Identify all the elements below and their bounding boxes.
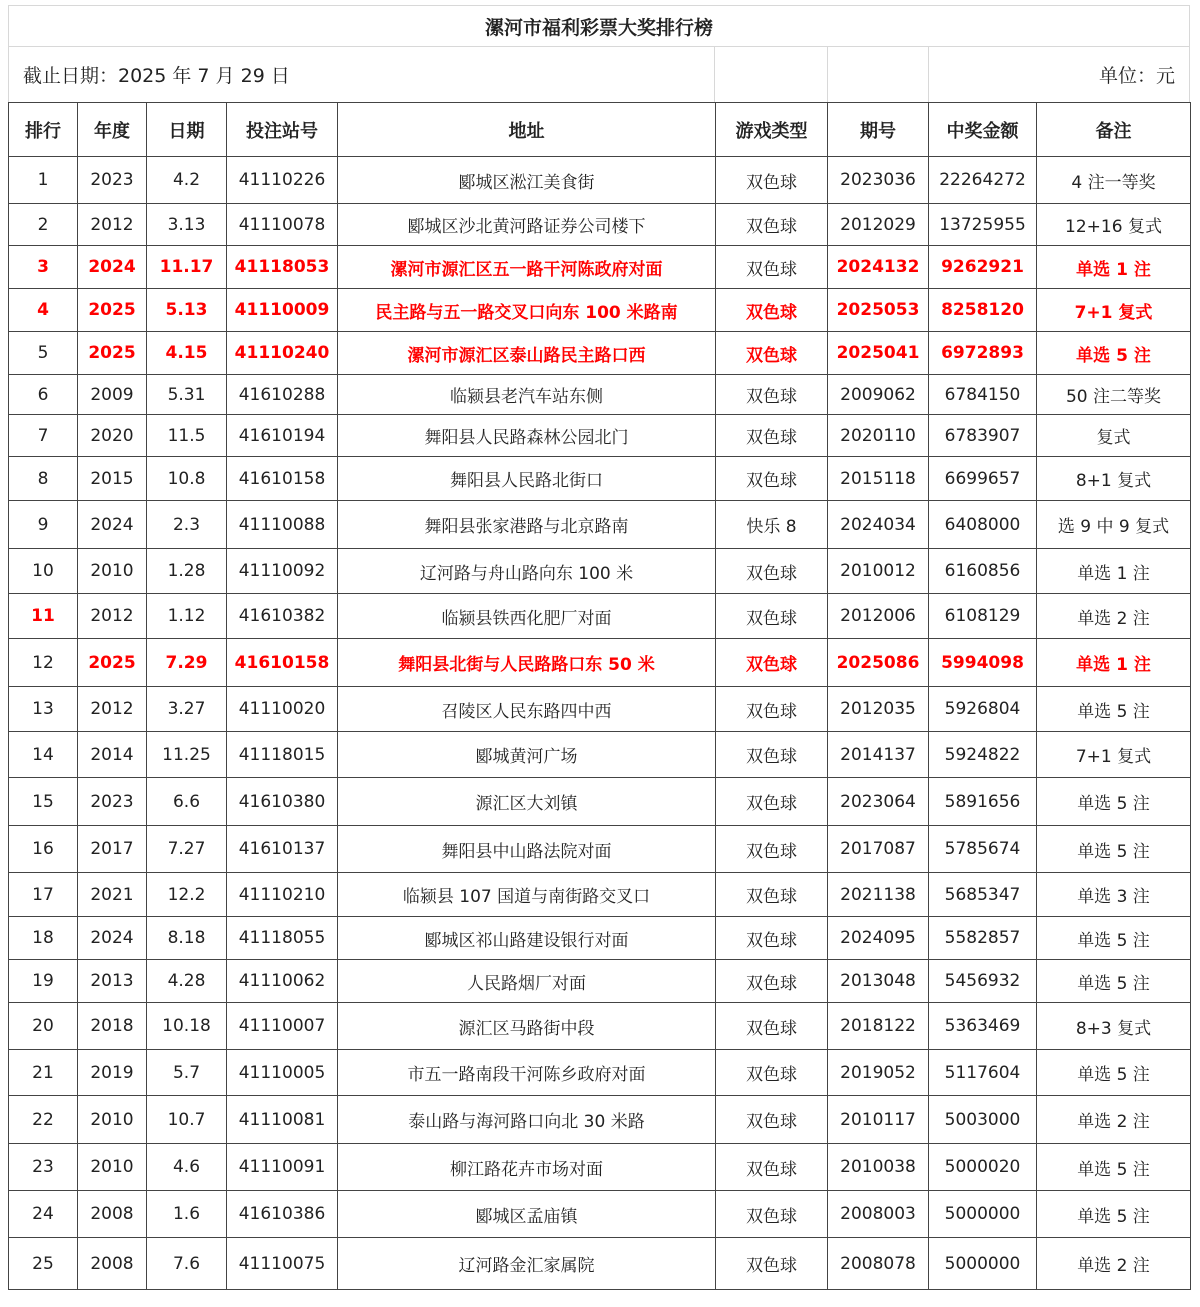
cell-address: 临颍县铁西化肥厂对面 [338,594,716,639]
cell-rank: 4 [9,289,78,332]
cell-year: 2020 [78,415,147,457]
cell-year: 2012 [78,687,147,732]
lottery-ranking-sheet [8,5,1190,1290]
cell-game-type: 双色球 [716,1191,828,1238]
header-issue-number: 期号 [828,103,929,157]
cell-address: 柳江路花卉市场对面 [338,1144,716,1191]
cell-issue-number: 2014137 [828,732,929,778]
cell-address: 舞阳县人民路北街口 [338,457,716,501]
cell-issue-number: 2020110 [828,415,929,457]
cell-date: 11.5 [147,415,227,457]
cell-station-id: 41110240 [227,332,338,375]
cell-address: 临颍县 107 国道与南街路交叉口 [338,873,716,917]
cell-year: 2013 [78,960,147,1003]
header-game-type: 游戏类型 [716,103,828,157]
cell-remark: 选 9 中 9 复式 [1037,501,1191,549]
cell-year: 2025 [78,289,147,332]
cell-remark: 50 注二等奖 [1037,375,1191,415]
cell-issue-number: 2009062 [828,375,929,415]
cell-year: 2021 [78,873,147,917]
table-row [9,1003,1191,1050]
cell-game-type: 双色球 [716,1050,828,1096]
cell-prize-amount: 8258120 [929,289,1037,332]
cell-rank: 8 [9,457,78,501]
cell-rank: 6 [9,375,78,415]
cell-issue-number: 2024034 [828,501,929,549]
cell-year: 2012 [78,204,147,246]
cell-game-type: 双色球 [716,1096,828,1144]
cell-year: 2025 [78,332,147,375]
cell-prize-amount: 5000000 [929,1238,1037,1290]
cell-rank: 5 [9,332,78,375]
cell-game-type: 双色球 [716,917,828,960]
table-row [9,826,1191,873]
cell-year: 2024 [78,917,147,960]
cell-game-type: 双色球 [716,332,828,375]
cell-rank: 14 [9,732,78,778]
cell-year: 2012 [78,594,147,639]
cell-address: 源汇区马路街中段 [338,1003,716,1050]
cell-date: 1.12 [147,594,227,639]
cell-issue-number: 2017087 [828,826,929,873]
cell-game-type: 双色球 [716,549,828,594]
header-prize-amount: 中奖金额 [929,103,1037,157]
cell-rank: 2 [9,204,78,246]
cell-prize-amount: 6108129 [929,594,1037,639]
cell-issue-number: 2008003 [828,1191,929,1238]
table-row [9,289,1191,332]
cell-address: 郾城区祁山路建设银行对面 [338,917,716,960]
table-row [9,157,1191,204]
cell-rank: 20 [9,1003,78,1050]
cell-rank: 22 [9,1096,78,1144]
cell-station-id: 41118053 [227,246,338,289]
cell-address: 源汇区大刘镇 [338,778,716,826]
cell-date: 4.6 [147,1144,227,1191]
ranking-table [8,102,1191,1290]
cell-game-type: 双色球 [716,1238,828,1290]
cell-game-type: 双色球 [716,1144,828,1191]
cell-rank: 21 [9,1050,78,1096]
cell-remark: 单选 3 注 [1037,873,1191,917]
cell-rank: 18 [9,917,78,960]
cell-game-type: 双色球 [716,687,828,732]
cell-address: 舞阳县人民路森林公园北门 [338,415,716,457]
cell-station-id: 41610158 [227,457,338,501]
cell-address: 漯河市源汇区五一路干河陈政府对面 [338,246,716,289]
cell-remark: 单选 5 注 [1037,687,1191,732]
cell-station-id: 41610158 [227,639,338,687]
cell-game-type: 双色球 [716,246,828,289]
table-row [9,732,1191,778]
cell-issue-number: 2010038 [828,1144,929,1191]
cell-station-id: 41110210 [227,873,338,917]
table-row [9,1144,1191,1191]
cell-year: 2010 [78,549,147,594]
cell-prize-amount: 6972893 [929,332,1037,375]
cell-issue-number: 2025086 [828,639,929,687]
cell-date: 5.13 [147,289,227,332]
cell-date: 11.17 [147,246,227,289]
cell-remark: 单选 2 注 [1037,1238,1191,1290]
cell-issue-number: 2025053 [828,289,929,332]
cutoff-date: 截止日期：2025 年 7 月 29 日 [9,47,715,102]
cell-issue-number: 2010012 [828,549,929,594]
cell-rank: 23 [9,1144,78,1191]
cell-date: 8.18 [147,917,227,960]
cell-issue-number: 2023036 [828,157,929,204]
cell-date: 10.18 [147,1003,227,1050]
cell-address: 临颍县老汽车站东侧 [338,375,716,415]
table-row [9,501,1191,549]
cell-rank: 10 [9,549,78,594]
cell-station-id: 41118055 [227,917,338,960]
cell-year: 2010 [78,1096,147,1144]
table-row [9,1191,1191,1238]
cell-remark: 7+1 复式 [1037,732,1191,778]
cell-station-id: 41110005 [227,1050,338,1096]
cell-year: 2010 [78,1144,147,1191]
cell-game-type: 双色球 [716,594,828,639]
cell-station-id: 41110081 [227,1096,338,1144]
cell-date: 10.8 [147,457,227,501]
cell-prize-amount: 6160856 [929,549,1037,594]
cell-station-id: 41610194 [227,415,338,457]
cell-game-type: 双色球 [716,1003,828,1050]
cell-remark: 单选 5 注 [1037,332,1191,375]
cell-date: 6.6 [147,778,227,826]
cell-station-id: 41110226 [227,157,338,204]
table-row [9,687,1191,732]
cell-date: 3.13 [147,204,227,246]
cell-address: 舞阳县张家港路与北京路南 [338,501,716,549]
cell-issue-number: 2012006 [828,594,929,639]
cell-address: 郾城区沙北黄河路证券公司楼下 [338,204,716,246]
cell-address: 泰山路与海河路口向北 30 米路 [338,1096,716,1144]
cell-remark: 7+1 复式 [1037,289,1191,332]
cell-rank: 25 [9,1238,78,1290]
cell-date: 4.2 [147,157,227,204]
cell-station-id: 41118015 [227,732,338,778]
cell-game-type: 双色球 [716,873,828,917]
cell-issue-number: 2008078 [828,1238,929,1290]
cell-station-id: 41610137 [227,826,338,873]
cell-address: 人民路烟厂对面 [338,960,716,1003]
cell-date: 12.2 [147,873,227,917]
cell-address: 漯河市源汇区泰山路民主路口西 [338,332,716,375]
header-date: 日期 [147,103,227,157]
cell-address: 辽河路金汇家属院 [338,1238,716,1290]
cell-station-id: 41110092 [227,549,338,594]
cell-game-type: 双色球 [716,732,828,778]
table-row [9,778,1191,826]
table-body [9,157,1191,1290]
cell-issue-number: 2012035 [828,687,929,732]
cell-prize-amount: 5891656 [929,778,1037,826]
cell-prize-amount: 5456932 [929,960,1037,1003]
cell-issue-number: 2018122 [828,1003,929,1050]
cell-date: 1.6 [147,1191,227,1238]
cell-address: 郾城区孟庙镇 [338,1191,716,1238]
cell-remark: 单选 1 注 [1037,549,1191,594]
cell-year: 2025 [78,639,147,687]
cell-issue-number: 2021138 [828,873,929,917]
unit-label: 单位：元 [1099,65,1176,87]
cell-station-id: 41110009 [227,289,338,332]
cell-issue-number: 2024132 [828,246,929,289]
cell-date: 5.7 [147,1050,227,1096]
table-row [9,1096,1191,1144]
cell-prize-amount: 6408000 [929,501,1037,549]
cell-year: 2015 [78,457,147,501]
cell-rank: 3 [9,246,78,289]
cell-issue-number: 2013048 [828,960,929,1003]
cell-address: 市五一路南段干河陈乡政府对面 [338,1050,716,1096]
cell-prize-amount: 9262921 [929,246,1037,289]
cell-issue-number: 2025041 [828,332,929,375]
table-row [9,917,1191,960]
cell-remark: 单选 5 注 [1037,1144,1191,1191]
cell-year: 2023 [78,157,147,204]
table-row [9,873,1191,917]
cell-game-type: 双色球 [716,415,828,457]
cell-year: 2019 [78,1050,147,1096]
header-address: 地址 [338,103,716,157]
table-row [9,1050,1191,1096]
cell-remark: 单选 5 注 [1037,778,1191,826]
cell-prize-amount: 13725955 [929,204,1037,246]
header-remark: 备注 [1037,103,1191,157]
cell-date: 2.3 [147,501,227,549]
cell-address: 郾城黄河广场 [338,732,716,778]
cell-issue-number: 2023064 [828,778,929,826]
cell-year: 2018 [78,1003,147,1050]
cell-rank: 16 [9,826,78,873]
header-year: 年度 [78,103,147,157]
cell-remark: 单选 1 注 [1037,639,1191,687]
cell-game-type: 快乐 8 [716,501,828,549]
cell-year: 2008 [78,1238,147,1290]
cell-rank: 13 [9,687,78,732]
cell-date: 11.25 [147,732,227,778]
cell-address: 舞阳县北街与人民路路口东 50 米 [338,639,716,687]
cell-year: 2017 [78,826,147,873]
cell-year: 2024 [78,246,147,289]
cell-remark: 单选 5 注 [1037,1191,1191,1238]
cell-game-type: 双色球 [716,960,828,1003]
cell-prize-amount: 5994098 [929,639,1037,687]
table-row [9,960,1191,1003]
meta-empty-cell-2 [828,47,930,102]
cell-game-type: 双色球 [716,778,828,826]
cell-year: 2024 [78,501,147,549]
cell-prize-amount: 5117604 [929,1050,1037,1096]
cell-game-type: 双色球 [716,375,828,415]
table-row [9,415,1191,457]
cell-prize-amount: 5785674 [929,826,1037,873]
cell-prize-amount: 5582857 [929,917,1037,960]
cell-remark: 4 注一等奖 [1037,157,1191,204]
cell-issue-number: 2012029 [828,204,929,246]
table-row [9,594,1191,639]
cell-remark: 单选 5 注 [1037,960,1191,1003]
cell-prize-amount: 6699657 [929,457,1037,501]
cell-rank: 9 [9,501,78,549]
cell-station-id: 41610288 [227,375,338,415]
cell-game-type: 双色球 [716,289,828,332]
cell-date: 4.28 [147,960,227,1003]
cell-issue-number: 2019052 [828,1050,929,1096]
sheet-title: 漯河市福利彩票大奖排行榜 [8,5,1190,46]
table-row [9,549,1191,594]
cell-issue-number: 2015118 [828,457,929,501]
cell-station-id: 41110020 [227,687,338,732]
meta-row [8,46,1190,102]
cell-prize-amount: 5000020 [929,1144,1037,1191]
cell-rank: 15 [9,778,78,826]
cell-issue-number: 2024095 [828,917,929,960]
header-rank: 排行 [9,103,78,157]
cell-remark: 单选 2 注 [1037,1096,1191,1144]
cell-station-id: 41110062 [227,960,338,1003]
cell-station-id: 41610386 [227,1191,338,1238]
cell-remark: 12+16 复式 [1037,204,1191,246]
table-row [9,332,1191,375]
cell-game-type: 双色球 [716,826,828,873]
cell-date: 3.27 [147,687,227,732]
cell-date: 10.7 [147,1096,227,1144]
cell-rank: 24 [9,1191,78,1238]
cell-remark: 单选 2 注 [1037,594,1191,639]
cell-rank: 12 [9,639,78,687]
cell-remark: 单选 5 注 [1037,917,1191,960]
cell-prize-amount: 5000000 [929,1191,1037,1238]
cell-station-id: 41110091 [227,1144,338,1191]
cell-station-id: 41110078 [227,204,338,246]
cell-prize-amount: 5363469 [929,1003,1037,1050]
cell-date: 7.6 [147,1238,227,1290]
cell-remark: 单选 5 注 [1037,826,1191,873]
table-row [9,1238,1191,1290]
cell-prize-amount: 22264272 [929,157,1037,204]
table-row [9,375,1191,415]
cell-prize-amount: 5924822 [929,732,1037,778]
cell-prize-amount: 5685347 [929,873,1037,917]
table-row [9,457,1191,501]
cell-remark: 8+1 复式 [1037,457,1191,501]
cell-year: 2014 [78,732,147,778]
cell-year: 2008 [78,1191,147,1238]
cell-station-id: 41110088 [227,501,338,549]
cell-address: 召陵区人民东路四中西 [338,687,716,732]
cell-address: 舞阳县中山路法院对面 [338,826,716,873]
table-row [9,204,1191,246]
table-row [9,246,1191,289]
cell-game-type: 双色球 [716,157,828,204]
table-header-row [9,103,1191,157]
cell-station-id: 41610380 [227,778,338,826]
cell-address: 民主路与五一路交叉口向东 100 米路南 [338,289,716,332]
cell-address: 辽河路与舟山路向东 100 米 [338,549,716,594]
cell-rank: 19 [9,960,78,1003]
cell-rank: 17 [9,873,78,917]
cell-prize-amount: 5926804 [929,687,1037,732]
cell-station-id: 41110007 [227,1003,338,1050]
cell-remark: 单选 5 注 [1037,1050,1191,1096]
cell-remark: 8+3 复式 [1037,1003,1191,1050]
cell-year: 2023 [78,778,147,826]
cell-station-id: 41110075 [227,1238,338,1290]
table-row [9,639,1191,687]
cell-year: 2009 [78,375,147,415]
header-station-id: 投注站号 [227,103,338,157]
cell-prize-amount: 6783907 [929,415,1037,457]
meta-empty-cell-1 [715,47,828,102]
cell-rank: 11 [9,594,78,639]
cell-date: 7.27 [147,826,227,873]
cell-prize-amount: 5003000 [929,1096,1037,1144]
cell-date: 7.29 [147,639,227,687]
cell-rank: 7 [9,415,78,457]
cell-game-type: 双色球 [716,457,828,501]
cell-issue-number: 2010117 [828,1096,929,1144]
cell-remark: 复式 [1037,415,1191,457]
cell-prize-amount: 6784150 [929,375,1037,415]
cell-station-id: 41610382 [227,594,338,639]
cell-date: 4.15 [147,332,227,375]
cell-date: 5.31 [147,375,227,415]
cell-date: 1.28 [147,549,227,594]
cell-game-type: 双色球 [716,204,828,246]
cell-address: 郾城区淞江美食街 [338,157,716,204]
cell-game-type: 双色球 [716,639,828,687]
cell-rank: 1 [9,157,78,204]
cell-remark: 单选 1 注 [1037,246,1191,289]
